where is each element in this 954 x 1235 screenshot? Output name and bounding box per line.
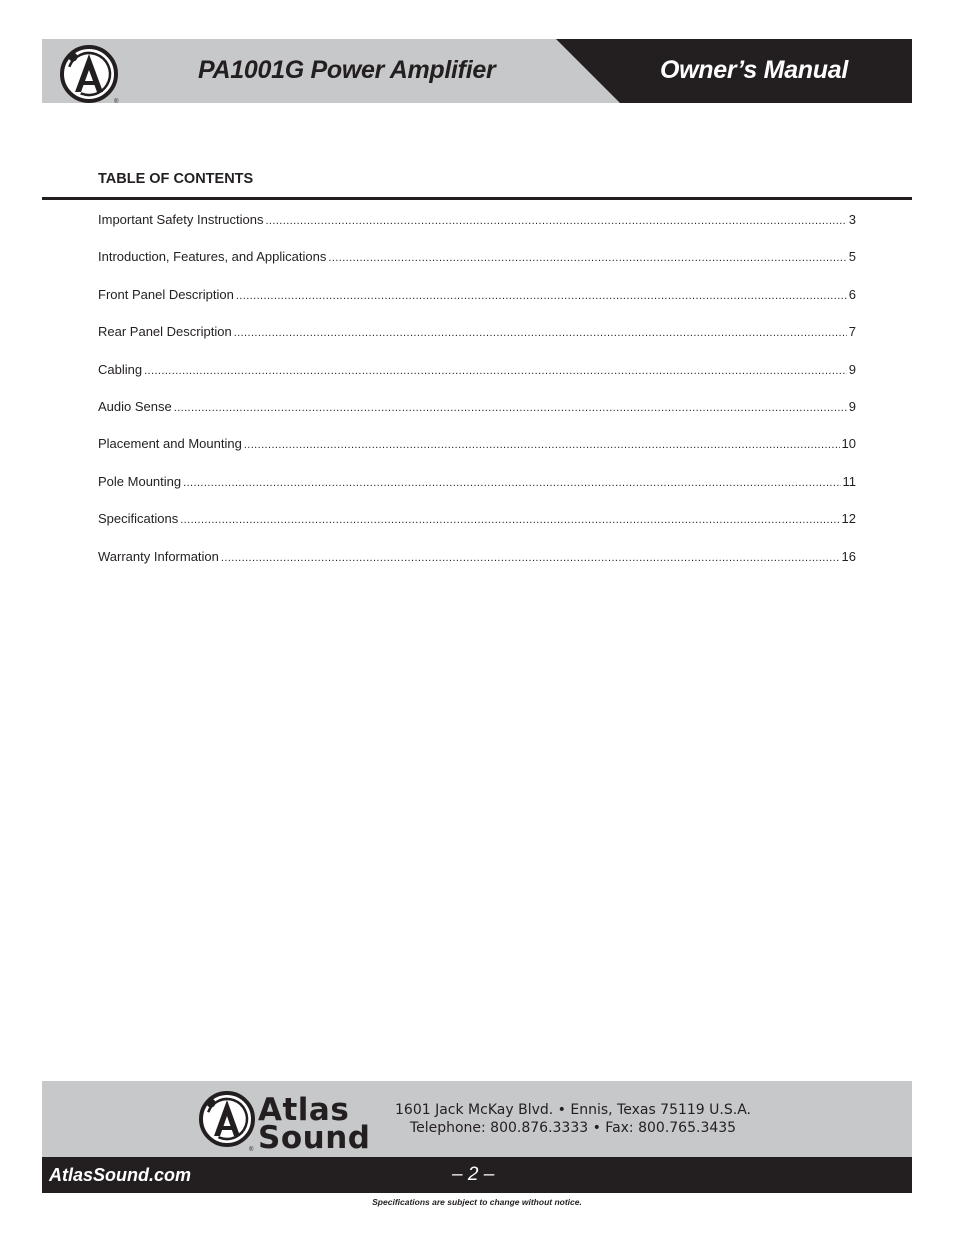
toc-dot-leader xyxy=(144,365,847,377)
toc-dot-leader xyxy=(180,514,839,526)
page-header xyxy=(42,39,912,103)
toc-entry-title: Specifications xyxy=(98,511,179,527)
toc-entry-page: 6 xyxy=(848,286,856,302)
disclaimer: Specifications are subject to change without notice. xyxy=(372,1197,582,1207)
toc-entry-title: Warranty Information xyxy=(98,548,219,564)
company-address xyxy=(393,1101,753,1137)
toc-entry-page: 11 xyxy=(842,473,856,489)
page-number: – 2 – xyxy=(452,1164,495,1185)
brand-line-2: Sound xyxy=(258,1120,371,1151)
toc-dot-leader xyxy=(221,552,840,564)
toc-entry[interactable] xyxy=(98,399,856,436)
toc-entry-title: Important Safety Instructions xyxy=(98,212,264,227)
toc-entry[interactable] xyxy=(98,474,856,511)
toc-entry-page: 5 xyxy=(848,249,856,265)
toc-dot-leader xyxy=(236,290,847,302)
toc-entry-page: 9 xyxy=(848,361,856,377)
phone-line: Telephone: 800.876.3333 • Fax: 800.765.3435 xyxy=(409,1120,737,1136)
registered-mark: ® xyxy=(249,1147,254,1151)
toc-entry-page: 3 xyxy=(848,212,856,227)
brand-line-1: Atlas xyxy=(258,1092,350,1128)
footer-bar xyxy=(42,1157,912,1193)
toc-entry-title: Front Panel Description xyxy=(98,286,234,302)
website-link[interactable]: AtlasSound.com xyxy=(49,1165,192,1185)
address-line: 1601 Jack McKay Blvd. • Ennis, Texas 75119 U.S.A. xyxy=(395,1102,751,1118)
product-title: PA1001G Power Amplifier xyxy=(198,56,496,84)
manual-title: Owner’s Manual xyxy=(660,56,848,84)
toc-dot-leader xyxy=(234,327,847,339)
toc-dot-leader xyxy=(183,477,840,489)
footer-band xyxy=(42,1081,912,1157)
toc-entry-title: Introduction, Features, and Applications xyxy=(98,249,327,265)
toc-entry-title: Placement and Mounting xyxy=(98,436,242,452)
toc-divider xyxy=(42,197,912,200)
toc-entry[interactable] xyxy=(98,436,856,473)
toc-list xyxy=(98,212,856,586)
toc-entry-title: Cabling xyxy=(98,361,143,377)
toc-entry[interactable] xyxy=(98,287,856,324)
toc-entry[interactable] xyxy=(98,212,856,249)
toc-entry-page: 7 xyxy=(848,324,856,340)
atlas-logo-icon xyxy=(56,42,122,103)
toc-entry[interactable] xyxy=(98,324,856,361)
atlas-sound-logo xyxy=(196,1087,386,1151)
registered-mark: ® xyxy=(114,99,119,104)
toc-entry-page: 16 xyxy=(841,548,856,564)
toc-entry-title: Rear Panel Description xyxy=(98,324,232,340)
toc-dot-leader xyxy=(328,252,846,264)
atlas-logo-icon xyxy=(201,1093,253,1145)
toc-dot-leader xyxy=(244,439,840,451)
toc-dot-leader xyxy=(174,402,847,414)
toc-entry[interactable] xyxy=(98,249,856,286)
toc-entry[interactable] xyxy=(98,549,856,586)
toc-entry-page: 9 xyxy=(848,398,856,414)
toc-entry-title: Audio Sense xyxy=(98,398,172,414)
toc-entry-page: 10 xyxy=(841,436,856,452)
toc-entry-page: 12 xyxy=(841,511,856,527)
toc-heading: TABLE OF CONTENTS xyxy=(98,171,254,187)
toc-dot-leader xyxy=(265,215,846,227)
toc-entry-title: Pole Mounting xyxy=(98,473,182,489)
toc-entry[interactable] xyxy=(98,362,856,399)
toc-entry[interactable] xyxy=(98,511,856,548)
